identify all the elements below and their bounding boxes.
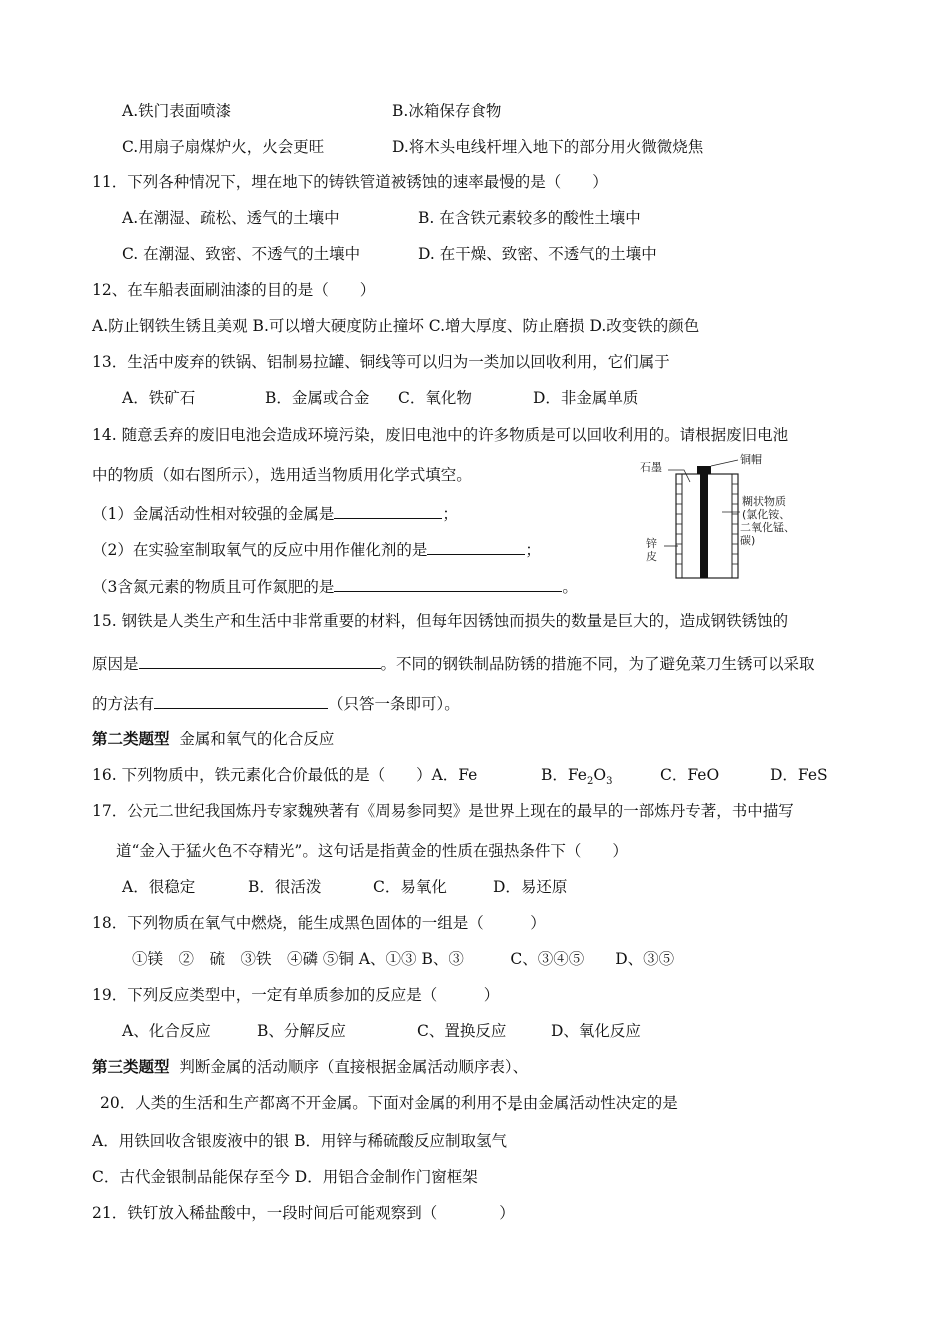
- diagram-label-paste: 糊状物质: [742, 495, 786, 508]
- q20-stem: [100, 1093, 678, 1113]
- q11-option-c: C. 在潮湿、致密、不透气的土壤中: [122, 245, 361, 263]
- q14-part1-end: ；: [442, 505, 458, 523]
- q16-option-d: D．FeS: [770, 766, 828, 784]
- diagram-label-paste-2: (氯化铵、: [742, 508, 791, 521]
- diagram-label-paste-3: 二氧化锰、: [740, 521, 795, 534]
- q19-option-b: B、分解反应: [257, 1022, 346, 1040]
- q15-answer-blank-1[interactable]: [139, 652, 381, 669]
- q11-stem: 11．下列各种情况下，埋在地下的铸铁管道被锈蚀的速率最慢的是（ ）: [92, 173, 608, 191]
- q16-option-c: C．FeO: [660, 766, 720, 784]
- diagram-label-copper-cap: 铜帽: [740, 453, 762, 466]
- q14-part2-end: ；: [525, 541, 541, 559]
- q20-emphasis-2: 是: [507, 1094, 523, 1112]
- diagram-label-zinc-2: 皮: [646, 550, 657, 563]
- q15-method-label: 的方法有: [92, 695, 155, 713]
- q13-option-d: D．非金属单质: [533, 389, 639, 407]
- q19-option-d: D、氧化反应: [551, 1022, 641, 1040]
- diagram-label-graphite: 石墨: [640, 461, 662, 474]
- q15-cause-label: 原因是: [92, 655, 139, 673]
- section-3-title: 第三类题型: [92, 1057, 170, 1076]
- q15-line3: [92, 692, 460, 714]
- q14-part2: [92, 538, 541, 560]
- q16-stem: 16. 下列物质中，铁元素化合价最低的是（ ）A．Fe: [92, 766, 478, 784]
- q17-option-a: A．很稳定: [122, 878, 196, 896]
- q13-stem: 13．生活中废弃的铁锅、铝制易拉罐、铜线等可以归为一类加以回收利用，它们属于: [92, 353, 670, 371]
- q19-option-a: A、化合反应: [122, 1022, 211, 1040]
- q17-option-c: C．易氧化: [373, 878, 447, 896]
- q19-stem: 19．下列反应类型中，一定有单质参加的反应是（ ）: [92, 986, 500, 1004]
- q11-option-a: A.在潮湿、疏松、透气的土壤中: [122, 209, 340, 227]
- q16-option-b-mid: O: [593, 766, 607, 784]
- q20-stem-post: 由金属活动性决定的是: [522, 1094, 678, 1112]
- q20-stem-pre: 20．人类的生活和生产都离不开金属。下面对金属的利用: [100, 1094, 492, 1112]
- q17-option-d: D．易还原: [493, 878, 568, 896]
- battery-diagram: [636, 452, 836, 582]
- q14-part3: [92, 575, 578, 597]
- q10-option-a: A.铁门表面喷漆: [122, 102, 232, 120]
- q16-option-b: [541, 765, 612, 792]
- q14-part3-end: 。: [562, 578, 578, 596]
- diagram-label-zinc: 锌: [646, 537, 657, 550]
- q21-stem: 21．铁钉放入稀盐酸中，一段时间后可能观察到（ ）: [92, 1204, 515, 1222]
- q20-options-ab: A．用铁回收含银废液中的银 B．用锌与稀硫酸反应制取氢气: [92, 1132, 508, 1150]
- q12-options: A.防止钢铁生锈且美观 B.可以增大硬度防止撞坏 C.增大厚度、防止磨损 D.改变铁的颜色: [92, 317, 700, 335]
- section-2-title: 第二类题型: [92, 729, 170, 748]
- q14-part1: [92, 502, 458, 524]
- q14-part3-text: （3含氮元素的物质且可作氮肥的是: [92, 578, 335, 596]
- q15-stem-line1: 15. 钢铁是人类生产和生活中非常重要的材料，但每年因锈蚀而损失的数量是巨大的，造成钢铁锈蚀的: [92, 612, 789, 630]
- q14-part2-text: （2）在实验室制取氧气的反应中用作催化剂的是: [92, 541, 428, 559]
- section-2-heading: [92, 729, 334, 749]
- q17-stem-line2: 道“金入于猛火色不夺精光”。这句话是指黄金的性质在强热条件下（ ）: [116, 842, 628, 860]
- diagram-label-paste-4: 碳): [740, 534, 756, 547]
- q16-option-b-sub1: 2: [586, 776, 594, 788]
- q15-line3-text: （只答一条即可）。: [328, 695, 460, 713]
- section-3-desc: 判断金属的活动顺序（直接根据金属活动顺序表）、: [179, 1058, 529, 1076]
- q13-option-b: B．金属或合金: [265, 389, 370, 407]
- q20-emphasis-1: 不: [491, 1094, 508, 1112]
- q14-answer-blank-2[interactable]: [427, 538, 525, 555]
- q10-option-d: D.将木头电线杆埋入地下的部分用火微微烧焦: [392, 138, 704, 156]
- q14-stem-line1: 14. 随意丢弃的废旧电池会造成环境污染，废旧电池中的许多物质是可以回收利用的。请根据废旧电池: [92, 426, 789, 444]
- q13-option-c: C．氧化物: [398, 389, 472, 407]
- q15-line2-text: 。不同的钢铁制品防锈的措施不同，为了避免菜刀生锈可以采取: [380, 655, 815, 673]
- q14-part1-text: （1）金属活动性相对较强的金属是: [92, 505, 335, 523]
- section-2-desc: 金属和氧气的化合反应: [179, 730, 335, 748]
- q10-option-c: C.用扇子扇煤炉火，火会更旺: [122, 138, 325, 156]
- q19-option-c: C、置换反应: [417, 1022, 507, 1040]
- q12-stem: 12、在车船表面刷油漆的目的是（ ）: [92, 281, 376, 299]
- q14-answer-blank-3[interactable]: [334, 575, 562, 592]
- battery-diagram-drawing: [636, 452, 836, 582]
- q16-option-b-pre: B．Fe: [541, 766, 587, 784]
- q11-option-d: D. 在干燥、致密、不透气的土壤中: [418, 245, 657, 263]
- q16-option-b-sub2: 3: [606, 776, 613, 788]
- q15-answer-blank-2[interactable]: [154, 692, 328, 709]
- q11-option-b: B. 在含铁元素较多的酸性土壤中: [418, 209, 641, 227]
- q18-stem: 18．下列物质在氧气中燃烧，能生成黑色固体的一组是（ ）: [92, 914, 546, 932]
- q17-option-b: B．很活泼: [248, 878, 322, 896]
- section-3-heading: [92, 1057, 528, 1077]
- q14-answer-blank-1[interactable]: [334, 502, 442, 519]
- q20-options-cd: C．古代金银制品能保存至今 D．用铝合金制作门窗框架: [92, 1168, 478, 1186]
- q13-option-a: A．铁矿石: [122, 389, 196, 407]
- q14-stem-line2: 中的物质（如右图所示），选用适当物质用化学式填空。: [92, 466, 472, 484]
- q15-line2: [92, 652, 815, 674]
- q10-option-b: B.冰箱保存食物: [392, 102, 502, 120]
- q17-stem-line1: 17．公元二世纪我国炼丹专家魏殃著有《周易参同契》是世界上现在的最早的一部炼丹专著，书中描写: [92, 802, 794, 820]
- q18-options: ①镁 ② 硫 ③铁 ④磷 ⑤铜 A、①③ B、③ C、③④⑤ D、③⑤: [132, 950, 675, 968]
